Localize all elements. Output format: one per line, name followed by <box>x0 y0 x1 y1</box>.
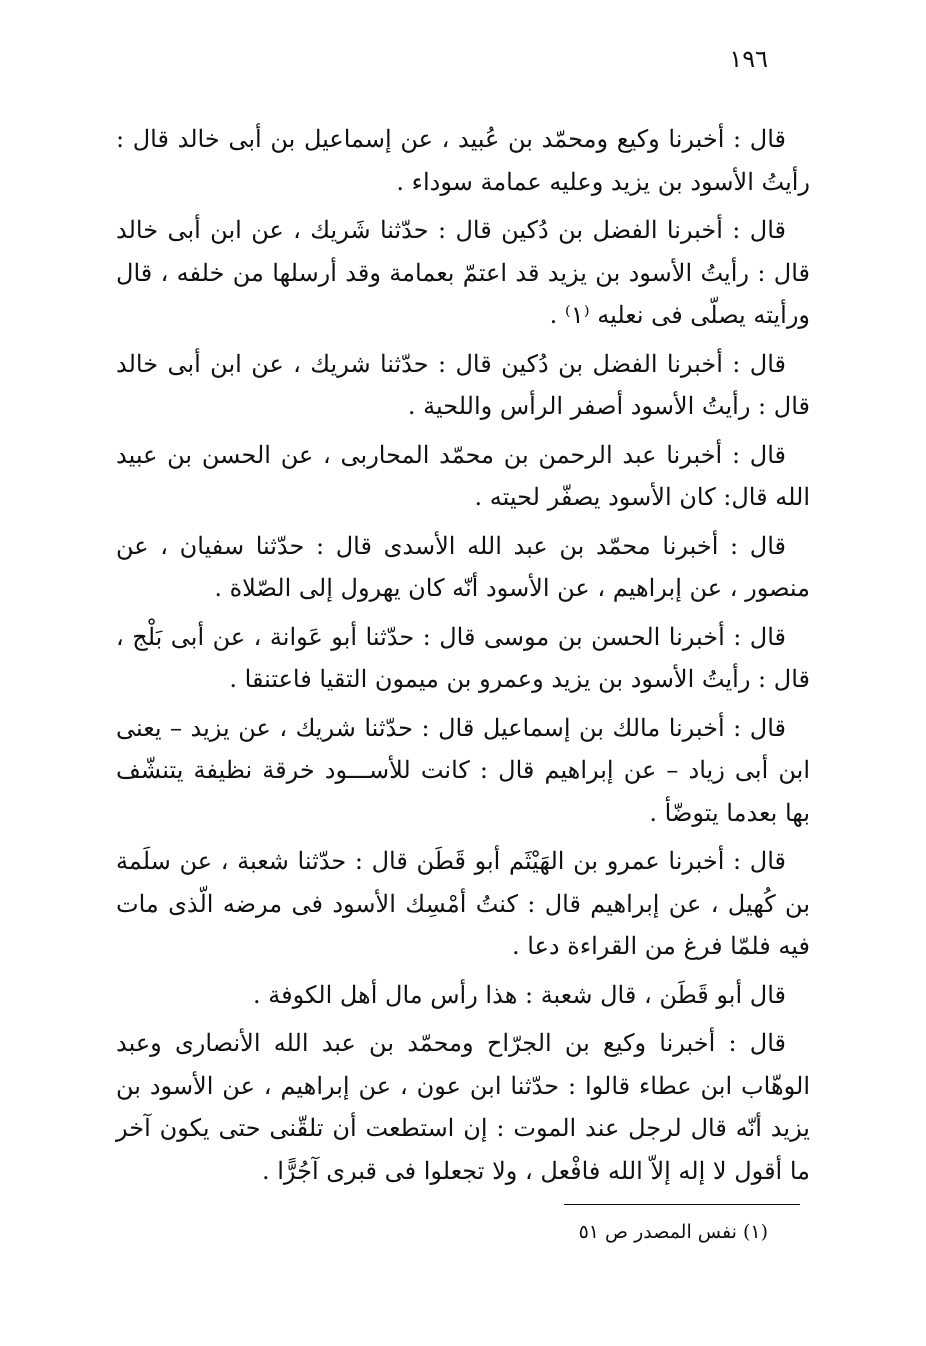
paragraph: قال : أخبرنا الفضل بن دُكين قال : حدّثنا شريك ، عن ابن أبى خالد قال : رأيتُ الأسود أصفر الرأس واللحية . <box>116 349 810 420</box>
page-number: ١٩٦ <box>729 45 768 73</box>
paragraph: قال : أخبرنا مالك بن إسماعيل قال : حدّثنا شريك ، عن يزيد – يعنى ابن أبى زياد – عن إبراهيم قال : كانت للأســـود خرقة نظيفة يتنشّف بها بعدما يتوضّأ . <box>116 713 810 827</box>
paragraph: قال أبو قَطَن ، قال شعبة : هذا رأس مال أهل الكوفة . <box>253 980 786 1009</box>
paragraph: قال : أخبرنا وكيع بن الجرّاح ومحمّد بن عبد الله الأنصارى وعبد الوهّاب ابن عطاء قالوا : حدّثنا ابن عون ، عن إبراهيم ، عن الأسود بن يزيد أنّه قال لرجل عند الموت : إن استطعت أن تلقّنى حتى يكون آخر ما أقول لا إله إلاّ الله فافْعل ، ولا تجعلوا فى قبرى آجُرًّا . <box>116 1029 810 1185</box>
paragraph: قال : أخبرنا وكيع ومحمّد بن عُبيد ، عن إسماعيل بن أبى خالد قال : رأيتُ الأسود بن يزيد وعليه عمامة سوداء . <box>116 125 810 196</box>
paragraph: قال : أخبرنا عمرو بن الهَيْثَم أبو قَطَن قال : حدّثنا شعبة ، عن سلَمة بن كُهيل ، عن إبراهيم قال : كنتُ أمْسِك الأسود فى مرضه الّذى مات فيه فلمّا فرغ من القراءة دعا . <box>116 847 810 960</box>
footnote: (١) نفس المصدر ص ٥١ <box>578 1221 768 1243</box>
footnote-divider <box>564 1204 800 1205</box>
paragraph: قال : أخبرنا الفضل بن دُكين قال : حدّثنا شَريك ، عن ابن أبى خالد قال : رأيتُ الأسود بن يزيد قد اعتمّ بعمامة وقد أرسلها من خلفه ، قال ورأيته يصلّى فى نعليه ⁽١⁾ . <box>116 216 810 329</box>
paragraph: قال : أخبرنا محمّد بن عبد الله الأسدى قال : حدّثنا سفيان ، عن منصور ، عن إبراهيم ، عن الأسود أنّه كان يهرول إلى الصّلاة . <box>116 531 810 602</box>
paragraph: قال : أخبرنا الحسن بن موسى قال : حدّثنا أبو عَوانة ، عن أبى بَلْج ، قال : رأيتُ الأسود بن يزيد وعمرو بن ميمون التقيا فاعتنقا . <box>116 622 810 693</box>
paragraph: قال : أخبرنا عبد الرحمن بن محمّد المحاربى ، عن الحسن بن عبيد الله قال: كان الأسود يصفّر لحيته . <box>116 440 810 511</box>
body-text <box>116 118 810 1198</box>
